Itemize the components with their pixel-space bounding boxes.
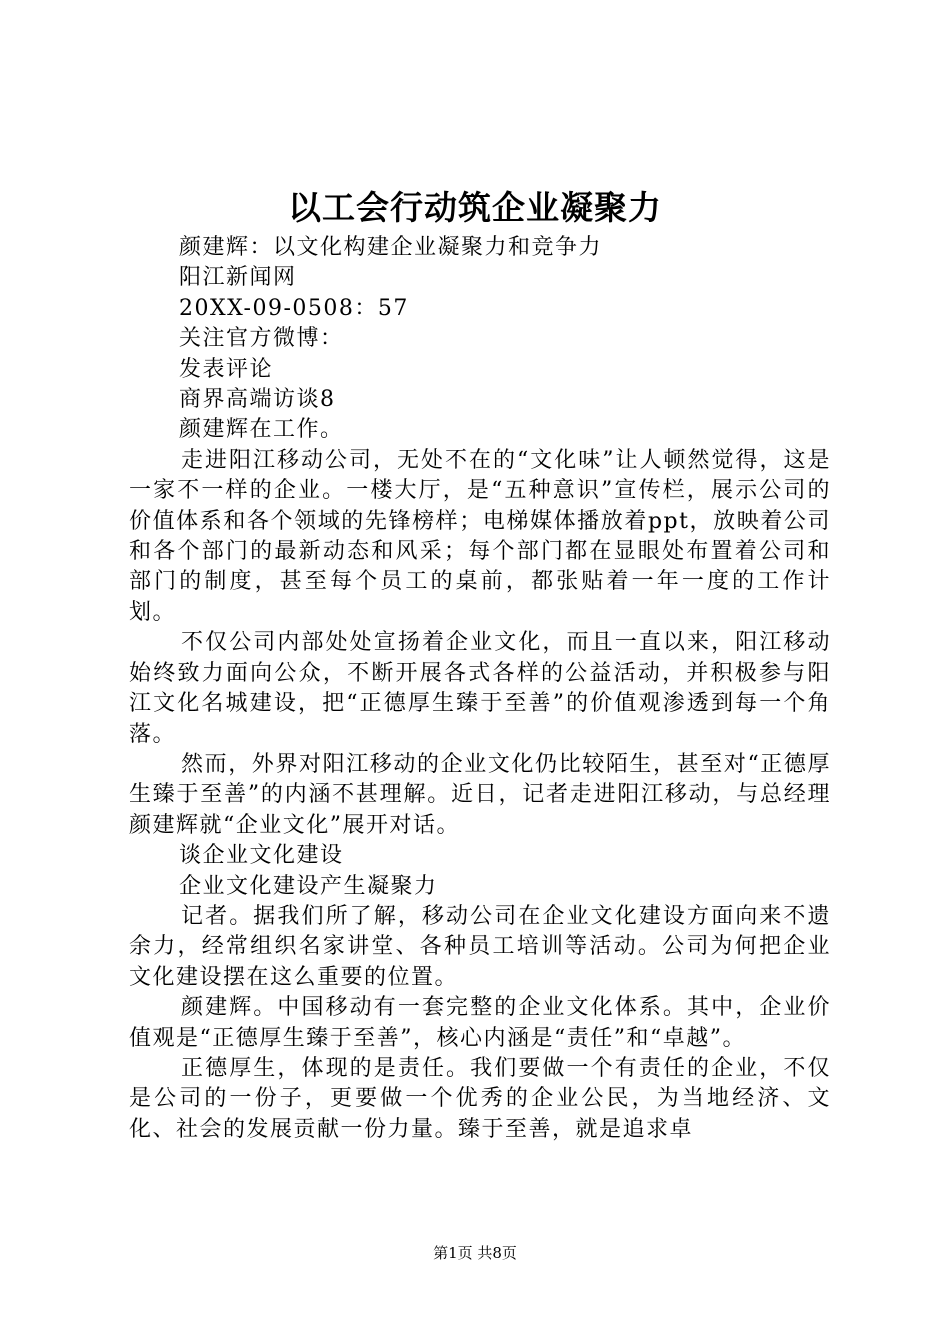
meta-line-headline: 颜建辉：以文化构建企业凝聚力和竞争力 [179,235,603,260]
page-footer: 第1页 共8页 [433,1244,517,1262]
paragraph-public: 不仅公司内部处处宣扬着企业文化，而且一直以来，阳江移动始终致力面向公众，不断开展各式各样的公益活动，并积极参与阳江文化名城建设，把“正德厚生臻于至善”的价值观渗透到每一个角落。 [129,630,831,747]
paragraph-dialogue: 然而，外界对阳江移动的企业文化仍比较陌生，甚至对“正德厚生臻于至善”的内涵不甚理解。近日，记者走进阳江移动，与总经理颜建辉就“企业文化”展开对话。 [129,751,831,838]
paragraph-answer: 颜建辉。中国移动有一套完整的企业文化体系。其中，企业价值观是“正德厚生臻于至善”，核心内涵是“责任”和“卓越”。 [129,995,831,1051]
paragraph-responsibility: 正德厚生，体现的是责任。我们要做一个有责任的企业，不仅是公司的一份子，更要做一个优秀的企业公民，为当地经济、文化、社会的发展贡献一份力量。臻于至善，就是追求卓 [129,1055,831,1142]
meta-line-column: 商界高端访谈8 [179,387,336,413]
subheading-culture: 谈企业文化建设 [179,843,344,869]
paragraph-reporter-question: 记者。据我们所了解，移动公司在企业文化建设方面向来不遗余力，经常组织名家讲堂、各种员工培训等活动。公司为何把企业文化建设摆在这么重要的位置。 [129,903,831,990]
document-title: 以工会行动筑企业凝聚力 [288,188,662,227]
meta-line-caption: 颜建辉在工作。 [179,417,344,443]
meta-line-follow-weibo: 关注官方微博： [179,326,344,352]
meta-line-date: 20XX-09-0508：57 [179,295,409,321]
document-body [129,233,831,1145]
meta-line-comment: 发表评论 [179,356,274,382]
subheading-cohesion: 企业文化建设产生凝聚力 [179,873,438,899]
meta-line-source: 阳江新闻网 [179,265,297,291]
paragraph-intro: 走进阳江移动公司，无处不在的“文化味”让人顿然觉得，这是一家不一样的企业。一楼大厅，是“五种意识”宣传栏，展示公司的价值体系和各个领域的先锋榜样；电梯媒体播放着ppt，放映着公司和各个部门的最新动态和风采；每个部门都在显眼处布置着公司和部门的制度，甚至每个员工的桌前，都张贴着一年一度的工作计划。 [129,447,831,625]
